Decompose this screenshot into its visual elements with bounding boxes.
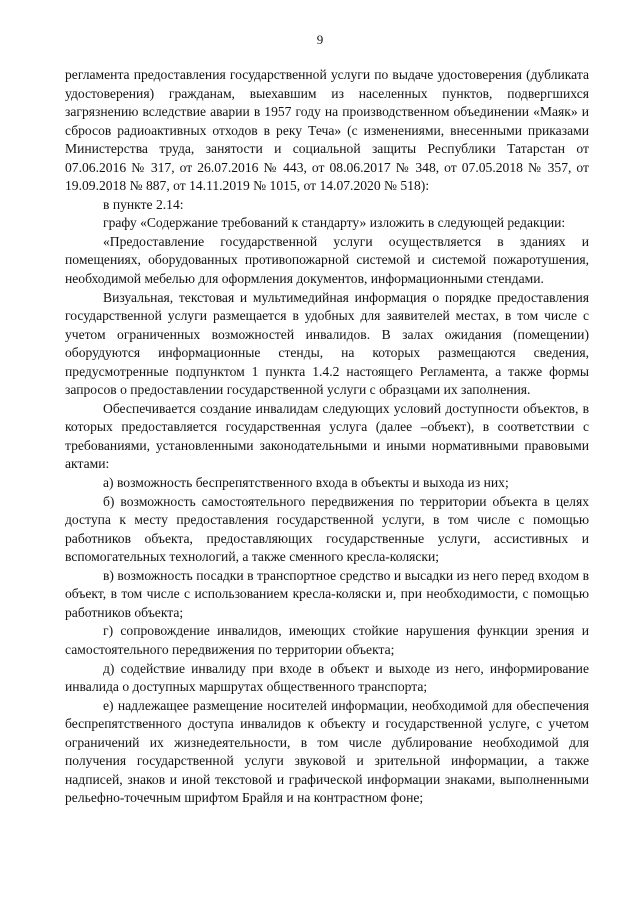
- paragraph-regulation-title-continued: регламента предоставления государственной услуги по выдаче удостоверения (дубликата удостоверения) гражданам, выехавшим из населенных пунктов, подвергшихся загрязнению вследствие аварии в 1957 году на производственном объединении «Маяк» и сбросов радиоактивных отходов в реку Теча» (с изменениями, внесенными приказами Министерства труда, занятости и социальной защиты Республики Татарстан от 07.06.2016 № 317, от 26.07.2016 № 443, от 08.06.2017 № 348, от 07.05.2018 № 357, от 19.09.2018 № 887, от 14.11.2019 № 1015, от 14.07.2020 № 518):: [65, 67, 589, 194]
- paragraph-information-placement: Визуальная, текстовая и мультимедийная информация о порядке предоставления государственной услуги размещается в удобных для заявителей местах, в том числе с учетом ограниченных возможностей инвалидов. В залах ожидания (помещении) оборудуются информационные стенды, на которых размещаются сведения, предусмотренные подпунктом 1 пункта 1.4.2 настоящего Регламента, а также формы запросов о предоставлении государственной услуги с образцами их заполнения.: [65, 289, 589, 398]
- list-item-v: в) возможность посадки в транспортное средство и высадки из него перед входом в объект, в том числе с использованием кресла-коляски и, при необходимости, с помощью работников объекта;: [65, 567, 589, 620]
- list-item-b: б) возможность самостоятельного передвижения по территории объекта в целях доступа к месту предоставления государственной услуги, в том числе с помощью работников объекта, предоставляющих государственные услуги, ассистивных и вспомогательных технологий, а также сменного кресла-коляски;: [65, 493, 589, 565]
- paragraph-clause-2-14: в пункте 2.14:: [103, 196, 184, 212]
- list-item-g: г) сопровождение инвалидов, имеющих стойкие нарушения функции зрения и самостоятельного передвижения по территории объекта;: [65, 623, 589, 657]
- page-number: 9: [316, 32, 324, 47]
- paragraph-column-instruction: графу «Содержание требований к стандарту» изложить в следующей редакции:: [103, 215, 566, 231]
- paragraph-premises-requirements: «Предоставление государственной услуги осуществляется в зданиях и помещениях, оборудованных противопожарной системой и системой пожаротушения, необходимой мебелью для оформления документов, информационными стендами.: [65, 233, 589, 287]
- list-item-e: е) надлежащее размещение носителей информации, необходимой для обеспечения беспрепятственного доступа инвалидов к объекту и государственной услуге, с учетом ограничений их жизнедеятельности, в том числе дублирование необходимой для получения государственной услуги звуковой и зрительной информации, а также надписей, знаков и иной текстовой и графической информации знаками, выполненными рельефно-точечным шрифтом Брайля и на контрастном фоне;: [65, 697, 589, 806]
- list-item-d: д) содействие инвалиду при входе в объект и выходе из него, информирование инвалида о доступных маршрутах общественного транспорта;: [65, 660, 589, 695]
- paragraph-accessibility-conditions: Обеспечивается создание инвалидам следующих условий доступности объектов, в которых предоставляется государственная услуга (далее –объект), в соответствии с требованиями, установленными законодательными и иными нормативными правовыми актами:: [65, 400, 589, 472]
- document-body: [65, 66, 589, 808]
- list-item-a: а) возможность беспрепятственного входа в объекты и выхода из них;: [103, 475, 509, 491]
